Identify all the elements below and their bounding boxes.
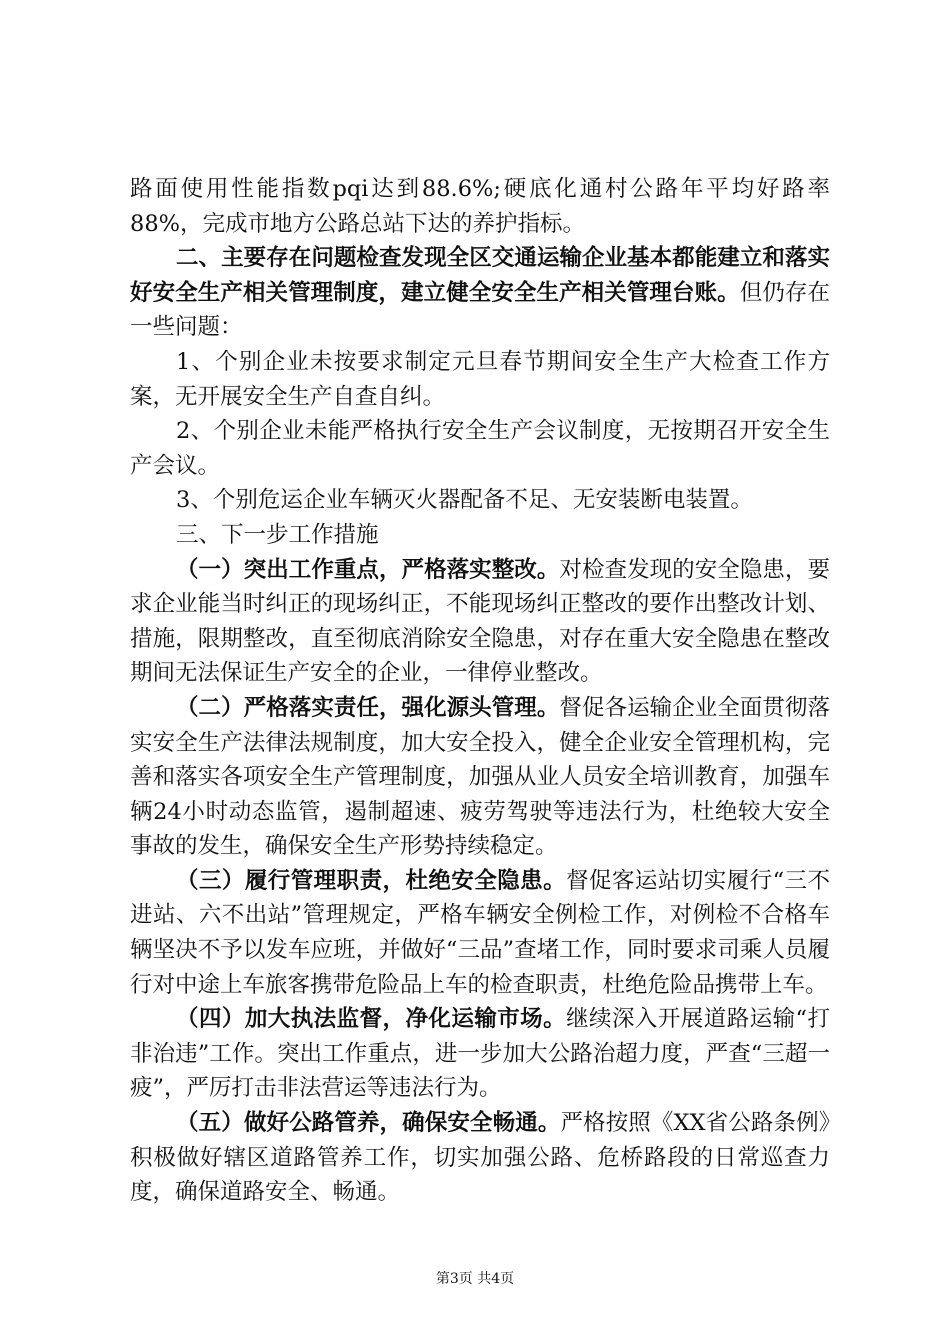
paragraph-3 bbox=[130, 345, 830, 414]
page-number-label: 第3页 共4页 bbox=[435, 1271, 515, 1287]
measure-1-text: 对检查发现的安全隐患，要求企业能当时纠正的现场纠正，不能现场纠正整改的要作出整改计划、措施，限期整改，直至彻底消除安全隐患，对存在重大安全隐患在整改期间无法保证生产安全的企业，一律停业整改。 bbox=[130, 556, 830, 687]
measure-2-text: 督促各运输企业全面贯彻落实安全生产法律法规制度，加大安全投入，健全企业安全管理机构，完善和落实各项安全生产管理制度，加强从业人员安全培训教育，加强车辆24小时动态监管，遏制超速、疲劳驾驶等违法行为，杜绝较大安全事故的发生，确保安全生产形势持续稳定。 bbox=[130, 694, 830, 860]
paragraph-1 bbox=[130, 172, 830, 241]
paragraph-5 bbox=[130, 483, 830, 518]
measure-2-heading: （二）严格落实责任，强化源头管理。 bbox=[176, 694, 560, 721]
paragraph-6 bbox=[130, 518, 830, 553]
paragraph-4 bbox=[130, 414, 830, 483]
paragraph-3-text: 1、个别企业未按要求制定元旦春节期间安全生产大检查工作方案，无开展安全生产自查自纠。 bbox=[130, 348, 830, 410]
paragraph-1-text: 路面使用性能指数pqi达到88.6%;硬底化通村公路年平均好路率88%，完成市地方公路总站下达的养护指标。 bbox=[130, 176, 830, 237]
paragraph-8 bbox=[130, 691, 830, 864]
measure-5-text: 严格按照《XX省公路条例》积极做好辖区道路管养工作，切实加强公路、危桥路段的日常巡查力度，确保道路安全、畅通。 bbox=[130, 1110, 830, 1206]
measure-4-heading: （四）加大执法监督，净化运输市场。 bbox=[176, 1006, 567, 1033]
paragraph-11 bbox=[130, 1106, 830, 1210]
paragraph-5-text: 3、个别危运企业车辆灭火器配备不足、无安装断电装置。 bbox=[176, 487, 753, 514]
measure-3-text: 督促客运站切实履行“三不进站、六不出站”管理规定，严格车辆安全例检工作，对例检不合格车辆坚决不予以发车应班，并做好“三品”查堵工作，同时要求司乘人员履行对中途上车旅客携带危险品上车的检查职责，杜绝危险品携带上车。 bbox=[130, 867, 830, 998]
measure-1-heading: （一）突出工作重点，严格落实整改。 bbox=[176, 556, 560, 583]
section-heading-problems: 二、主要存在问题检查发现全区交通运输企业基本都能建立和落实好安全生产相关管理制度，建立健全安全生产相关管理台账。 bbox=[130, 245, 830, 306]
paragraph-7 bbox=[130, 553, 830, 691]
paragraph-9 bbox=[130, 864, 830, 1002]
measure-4-text: 继续深入开展道路运输“打非治违”工作。突出工作重点，进一步加大公路治超力度，严查“三超一疲”，严厉打击非法营运等违法行为。 bbox=[130, 1006, 830, 1102]
measure-3-heading: （三）履行管理职责，杜绝安全隐患。 bbox=[176, 867, 567, 894]
paragraph-4-text: 2、个别企业未能严格执行安全生产会议制度，无按期召开安全生产会议。 bbox=[130, 418, 830, 479]
section-heading-next-steps: 三、下一步工作措施 bbox=[176, 521, 379, 548]
measure-5-heading: （五）做好公路管养，确保安全畅通。 bbox=[176, 1110, 561, 1137]
document-body bbox=[130, 172, 830, 1210]
paragraph-10 bbox=[130, 1002, 830, 1106]
paragraph-2 bbox=[130, 241, 830, 345]
paragraph-2-text: 但仍存在一些问题： bbox=[130, 279, 830, 341]
page-footer bbox=[0, 1268, 950, 1288]
